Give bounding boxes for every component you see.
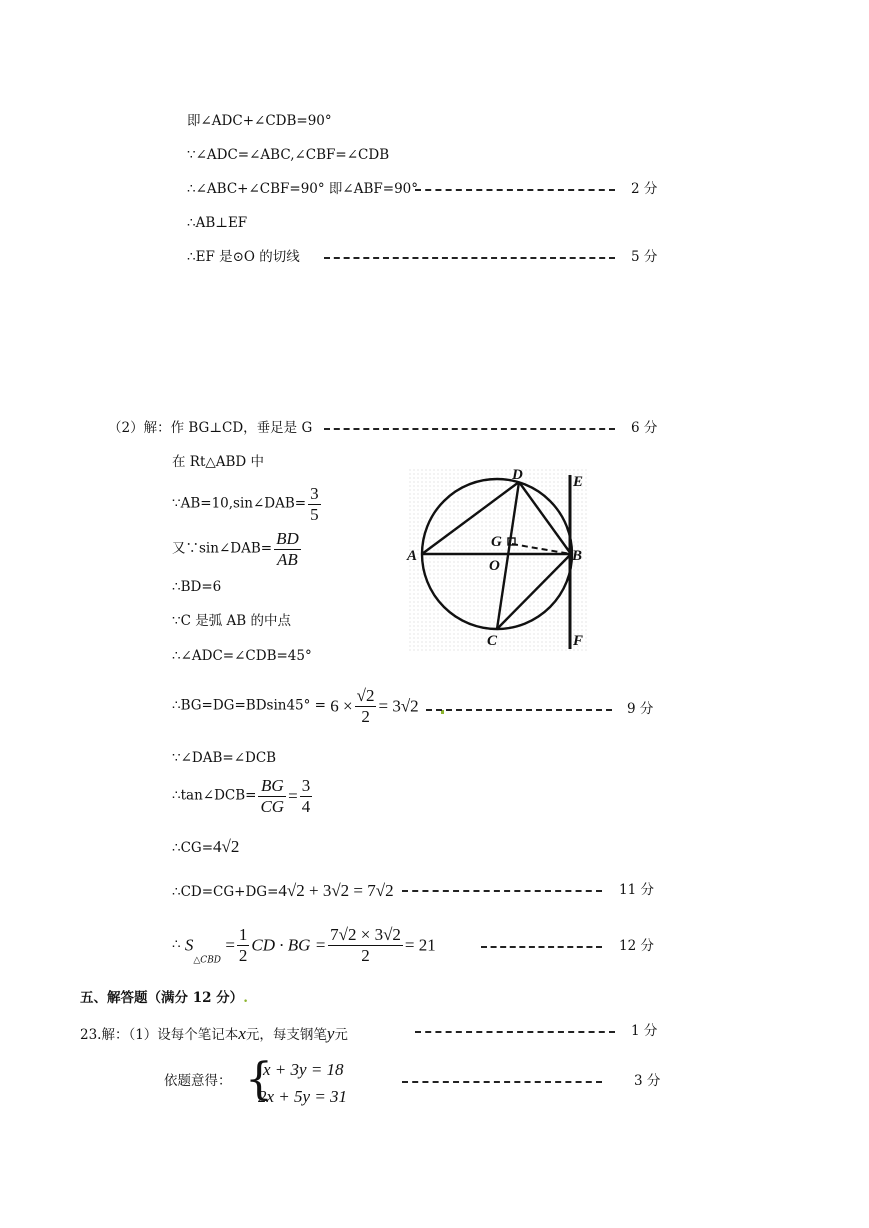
label-d: D xyxy=(512,467,523,483)
question-line: 依题意得： xyxy=(164,1073,232,1089)
label-e: E xyxy=(573,474,584,490)
score-label: 2 分 xyxy=(631,181,658,197)
dash-leader xyxy=(481,946,602,948)
score-label: 6 分 xyxy=(631,420,658,436)
label-o: O xyxy=(489,558,500,574)
proof-line: 在 Rt△ABD 中 xyxy=(172,454,265,470)
score-label: 12 分 xyxy=(619,938,654,954)
dash-leader xyxy=(324,428,615,430)
proof-line: 又∵sin∠DAB= $\frac{BD}{AB}$ xyxy=(172,529,299,569)
proof-line: 即∠ADC+∠CDB=90° xyxy=(187,113,332,129)
fraction: $\frac{BG}{CG}$ xyxy=(260,776,285,816)
fraction: $\frac{BD}{AB}$ xyxy=(276,529,299,569)
label-f: F xyxy=(573,633,584,649)
proof-line: ∵∠DAB=∠DCB xyxy=(172,750,277,766)
proof-line: ∴CD=CG+DG=4√2 + 3√2 = 7√2 xyxy=(172,881,394,900)
fraction: $\frac{7√2 \times 3√2}{2}$ xyxy=(330,925,401,965)
label-c: C xyxy=(487,633,498,649)
proof-line: ∵∠ADC=∠ABC,∠CBF=∠CDB xyxy=(187,147,390,163)
fraction: $\frac{√2}{2}$ xyxy=(356,686,375,726)
proof-line: ∴tan∠DCB= $\frac{BG}{CG}$ = $\frac{3}{4}$ xyxy=(172,776,311,816)
fraction: $\frac{3}{5}$ xyxy=(310,484,319,524)
dash-leader xyxy=(426,709,612,711)
proof-line: ∴∠ABC+∠CBF=90° 即∠ABF=90° xyxy=(187,181,419,197)
proof-line: ∴BG=DG=BDsin45° = 6 × $\frac{√2}{2}$ = 3√2 xyxy=(172,686,419,726)
label-a: A xyxy=(407,548,418,564)
score-label: 9 分 xyxy=(627,701,654,717)
proof-line: ∴BD=6 xyxy=(172,579,222,595)
label-b: B xyxy=(572,548,583,564)
equation: 2x + 5y = 31 xyxy=(258,1087,348,1106)
proof-line: ∴CG=4√2 xyxy=(172,837,240,856)
dash-leader xyxy=(402,1081,602,1083)
score-label: 5 分 xyxy=(631,249,658,265)
proof-line: ∴∠ADC=∠CDB=45° xyxy=(172,648,312,664)
score-label: 11 分 xyxy=(619,882,654,898)
dash-leader xyxy=(415,1031,615,1033)
fraction: $\frac{1}{2}$ xyxy=(238,925,248,965)
score-label: 3 分 xyxy=(634,1073,661,1089)
dash-leader xyxy=(402,890,602,892)
section-title: 五、解答题（满分 12 分）. xyxy=(80,990,248,1006)
question-line: 23.解：（1）设每个笔记本x元，每支钢笔y元 xyxy=(80,1024,348,1043)
proof-line: ∵C 是弧 AB 的中点 xyxy=(172,613,291,629)
score-label: 1 分 xyxy=(631,1023,658,1039)
proof-heading: （2）解：作 BG⊥CD，垂足是 G xyxy=(108,420,313,436)
circle-figure xyxy=(405,465,595,655)
system-brace: { xyxy=(245,1054,273,1105)
dash-leader xyxy=(415,189,615,191)
proof-line: ∴AB⊥EF xyxy=(187,215,248,231)
label-g: G xyxy=(491,534,502,550)
equation: x + 3y = 18 xyxy=(263,1060,344,1079)
proof-line: ∴EF 是⊙O 的切线 xyxy=(187,249,300,265)
proof-line: ∴ $S_{\triangle CBD}$ = $\frac{1}{2}$ CD · BG = $\frac{7√2 \times 3√2}{2}$ = 21 xyxy=(172,925,436,966)
fraction: $\frac{3}{4}$ xyxy=(301,776,311,816)
proof-line: ∵AB=10,sin∠DAB= $\frac{3}{5}$ xyxy=(172,484,319,524)
dash-leader xyxy=(324,257,615,259)
